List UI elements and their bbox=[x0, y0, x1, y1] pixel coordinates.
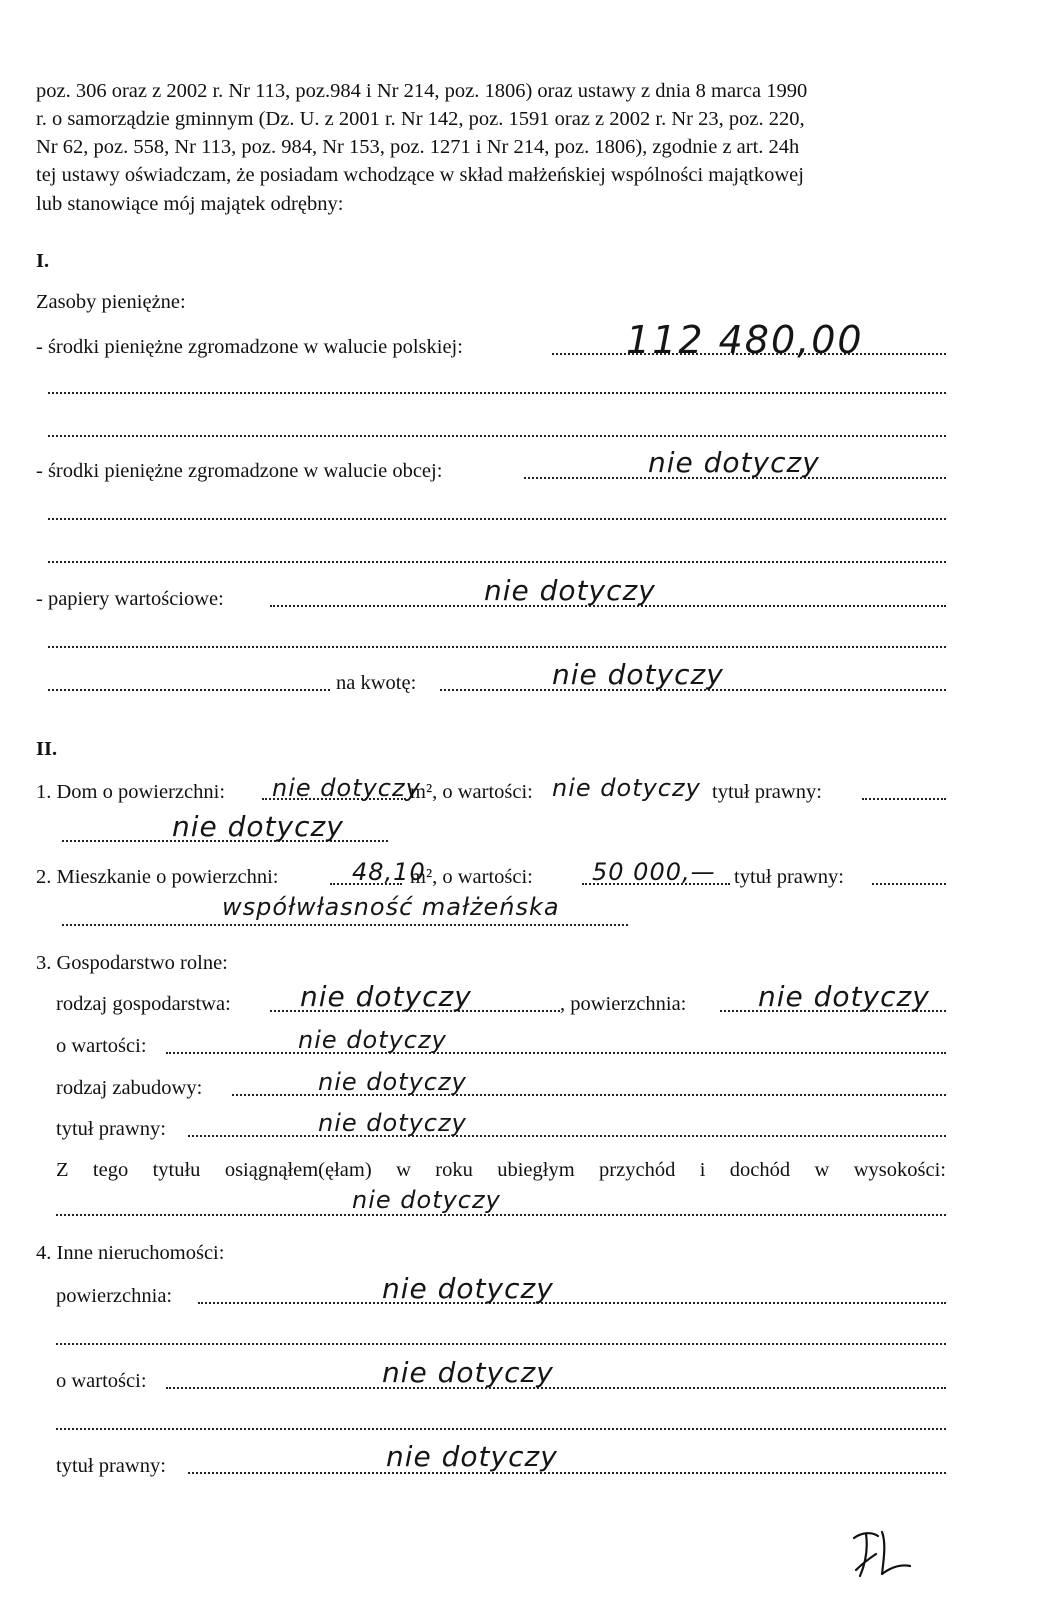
house-value-label: m², o wartości: bbox=[410, 781, 533, 803]
other-title-dotted-line bbox=[188, 1472, 946, 1474]
securities-value: nie dotyczy bbox=[484, 574, 656, 607]
dotted-line bbox=[48, 561, 946, 563]
signature-initials bbox=[848, 1524, 918, 1584]
other-property-label: 4. Inne nieruchomości: bbox=[36, 1242, 225, 1264]
pln-label: - środki pieniężne zgromadzone w walucie polskiej: bbox=[36, 336, 463, 358]
farm-buildings-label: rodzaj zabudowy: bbox=[56, 1077, 203, 1099]
other-value: nie dotyczy bbox=[382, 1356, 554, 1389]
intro-line-4: tej ustawy oświadczam, że posiadam wchodzące w skład małżeńskiej wspólności majątkowej bbox=[36, 164, 804, 186]
farm-income-label: Z tego tytułu osiągnąłem(ęłam) w roku ubiegłym przychód i dochód w wysokości: bbox=[56, 1159, 946, 1181]
other-value-label: o wartości: bbox=[56, 1370, 147, 1392]
cash-title: Zasoby pieniężne: bbox=[36, 291, 186, 313]
other-title-value: nie dotyczy bbox=[386, 1440, 558, 1473]
foreign-label: - środki pieniężne zgromadzone w walucie obcej: bbox=[36, 460, 443, 482]
house-title-label: tytuł prawny: bbox=[712, 781, 822, 803]
other-title-label: tytuł prawny: bbox=[56, 1455, 166, 1477]
flat-title-dotted-line bbox=[872, 883, 946, 885]
farm-area-value: nie dotyczy bbox=[758, 980, 930, 1013]
farm-buildings-value: nie dotyczy bbox=[318, 1068, 467, 1096]
section-2-heading: II. bbox=[36, 738, 58, 760]
other-area-dotted-line bbox=[198, 1302, 946, 1304]
dotted-line bbox=[48, 518, 946, 520]
farm-type-label: rodzaj gospodarstwa: bbox=[56, 993, 231, 1015]
other-value-dotted-line bbox=[166, 1387, 946, 1389]
farm-title-dotted-line bbox=[188, 1135, 946, 1137]
house-label: 1. Dom o powierzchni: bbox=[36, 781, 226, 803]
farm-area-label: , powierzchnia: bbox=[560, 993, 687, 1015]
intro-line-1: poz. 306 oraz z 2002 r. Nr 113, poz.984 i Nr 214, poz. 1806) oraz ustawy z dnia 8 marca 1990 bbox=[36, 80, 808, 102]
flat-area-value: 48,10 bbox=[352, 858, 426, 886]
farm-title-value: nie dotyczy bbox=[318, 1109, 467, 1137]
farm-value: nie dotyczy bbox=[298, 1026, 447, 1054]
dotted-line bbox=[48, 435, 946, 437]
flat-title-value: współwłasność małżeńska bbox=[222, 893, 560, 921]
farm-income-value: nie dotyczy bbox=[352, 1186, 501, 1214]
other-area-value: nie dotyczy bbox=[382, 1272, 554, 1305]
farm-value-label: o wartości: bbox=[56, 1035, 147, 1057]
farm-label: 3. Gospodarstwo rolne: bbox=[36, 952, 228, 974]
flat-title-label: tytuł prawny: bbox=[734, 866, 844, 888]
dotted-line bbox=[56, 1343, 946, 1345]
amount-prefix-dotted-line bbox=[48, 689, 330, 691]
flat-title-dotted-line-2 bbox=[62, 924, 628, 926]
farm-title-label: tytuł prawny: bbox=[56, 1118, 166, 1140]
intro-line-5: lub stanowiące mój majątek odrębny: bbox=[36, 193, 344, 215]
intro-line-3: Nr 62, poz. 558, Nr 113, poz. 984, Nr 153, poz. 1271 i Nr 214, poz. 1806), zgodnie z art. 24h bbox=[36, 136, 800, 158]
securities-label: - papiery wartościowe: bbox=[36, 588, 224, 610]
dotted-line bbox=[56, 1428, 946, 1430]
flat-value-label: m², o wartości: bbox=[410, 866, 533, 888]
intro-line-2: r. o samorządzie gminnym (Dz. U. z 2001 r. Nr 142, poz. 1591 oraz z 2002 r. Nr 23, poz. 220, bbox=[36, 108, 805, 130]
flat-label: 2. Mieszkanie o powierzchni: bbox=[36, 866, 279, 888]
flat-value: 50 000,— bbox=[592, 858, 716, 886]
amount-value: nie dotyczy bbox=[552, 658, 724, 691]
house-title-dotted-line bbox=[862, 798, 946, 800]
pln-value: 112 480,00 bbox=[626, 318, 864, 362]
house-title-value: nie dotyczy bbox=[172, 810, 344, 843]
house-value: nie dotyczy bbox=[552, 774, 701, 802]
amount-label: na kwotę: bbox=[336, 672, 417, 694]
farm-income-dotted-line bbox=[56, 1214, 946, 1216]
other-area-label: powierzchnia: bbox=[56, 1285, 173, 1307]
dotted-line bbox=[48, 392, 946, 394]
foreign-value: nie dotyczy bbox=[648, 446, 820, 479]
house-area-value: nie dotyczy bbox=[272, 774, 421, 802]
farm-value-dotted-line bbox=[166, 1052, 946, 1054]
farm-type-value: nie dotyczy bbox=[300, 980, 472, 1013]
section-1-heading: I. bbox=[36, 250, 50, 272]
dotted-line bbox=[48, 646, 946, 648]
